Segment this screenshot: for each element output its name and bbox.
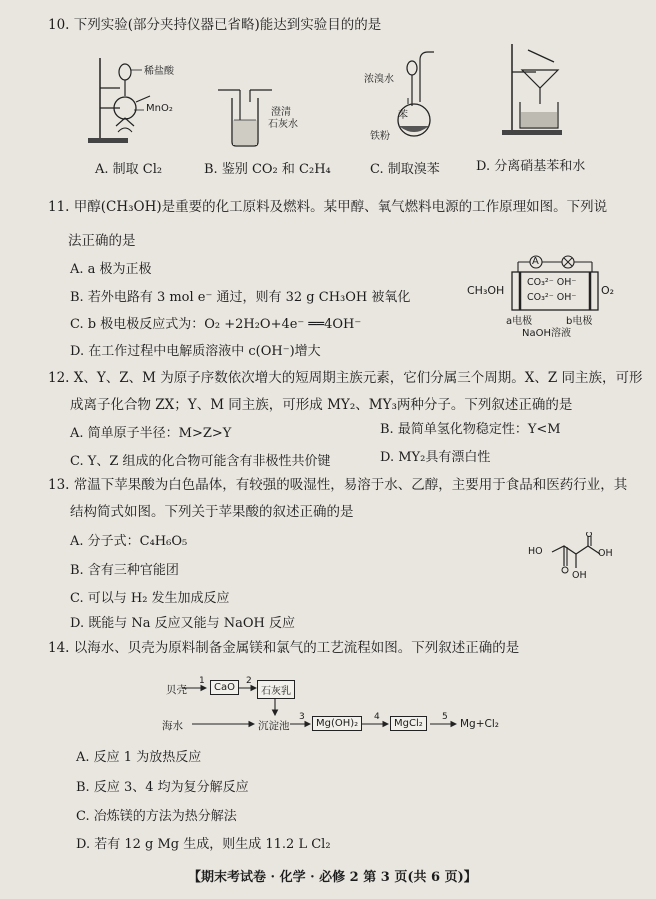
q13-option-a: A. 分子式：C₄H₆O₅ bbox=[70, 534, 188, 549]
page-footer: 【期末考试卷 · 化学 · 必修 2 第 3 页(共 6 页)】 bbox=[188, 870, 477, 885]
q11-right-input: O₂ bbox=[601, 284, 615, 297]
q11-left-input: CH₃OH bbox=[467, 284, 505, 297]
q12-stem-1: 12. X、Y、Z、M 为原子序数依次增大的短周期主族元素，它们分属三个周期。X、Z 同主族，可形 bbox=[48, 370, 643, 386]
q14-option-c: C. 冶炼镁的方法为热分解法 bbox=[76, 809, 237, 824]
q10-label-mno2: MnO₂ bbox=[146, 103, 173, 114]
q11-ions-1: CO₃²⁻ OH⁻ bbox=[527, 277, 577, 288]
q14-step-1: 1 bbox=[199, 676, 205, 686]
q11-electrode-b: b电极 bbox=[566, 316, 593, 327]
q13-structure-oh-right: OH bbox=[598, 548, 613, 559]
q14-mgcl2-box: MgCl₂ bbox=[390, 716, 427, 731]
q14-cao-box: CaO bbox=[210, 680, 239, 695]
q14-stem: 14. 以海水、贝壳为原料制备金属镁和氯气的工艺流程如图。下列叙述正确的是 bbox=[48, 640, 520, 656]
q11-electrolyte: NaOH溶液 bbox=[522, 328, 571, 339]
q13-option-b: B. 含有三种官能团 bbox=[70, 563, 179, 578]
q13-option-d: D. 既能与 Na 反应又能与 NaOH 反应 bbox=[70, 616, 295, 631]
q14-step-2: 2 bbox=[246, 676, 252, 686]
q10-label-clear: 澄清 bbox=[271, 107, 291, 118]
q11-option-a: A. a 极为正极 bbox=[70, 262, 152, 277]
q14-product: Mg+Cl₂ bbox=[460, 718, 499, 730]
q12-stem-2: 成离子化合物 ZX；Y、M 同主族，可形成 MY₂、MY₃两种分子。下列叙述正确的是 bbox=[70, 397, 573, 413]
q11-option-c: C. b 极电极反应式为：O₂ +2H₂O+4e⁻ ══4OH⁻ bbox=[70, 317, 362, 332]
q10-label-iron: 铁粉 bbox=[370, 131, 390, 142]
q12-option-b: B. 最简单氢化物稳定性：Y<M bbox=[380, 422, 561, 437]
q11-option-b: B. 若外电路有 3 mol e⁻ 通过，则有 32 g CH₃OH 被氧化 bbox=[70, 290, 411, 305]
q13-stem-1: 13. 常温下苹果酸为白色晶体，有较强的吸湿性，易溶于水、乙醇，主要用于食品和医药行业，其 bbox=[48, 477, 628, 493]
q14-option-a: A. 反应 1 为放热反应 bbox=[76, 750, 202, 765]
q14-step-4: 4 bbox=[374, 712, 380, 722]
q11-meter-label: A bbox=[532, 256, 539, 267]
q10-option-d: D. 分离硝基苯和水 bbox=[476, 159, 586, 174]
q13-structure-oh-bottom: OH bbox=[572, 570, 587, 581]
q10-apparatus-d bbox=[498, 40, 574, 140]
q10-label-bromine: 浓溴水 bbox=[364, 74, 394, 85]
q14-option-d: D. 若有 12 g Mg 生成，则生成 11.2 L Cl₂ bbox=[76, 837, 331, 852]
q14-mgoh2-box: Mg(OH)₂ bbox=[312, 716, 362, 731]
q10-option-a: A. 制取 Cl₂ bbox=[95, 162, 163, 177]
q12-option-d: D. MY₂具有漂白性 bbox=[380, 450, 491, 465]
q14-lime-milk-box: 石灰乳 bbox=[257, 680, 295, 699]
q11-stem-2: 法正确的是 bbox=[68, 233, 136, 249]
q10-label-hcl: 稀盐酸 bbox=[144, 66, 174, 77]
q10-apparatus-c bbox=[388, 48, 448, 144]
q13-stem-2: 结构简式如图。下列关于苹果酸的叙述正确的是 bbox=[70, 504, 354, 520]
q10-option-b: B. 鉴别 CO₂ 和 C₂H₄ bbox=[204, 162, 331, 177]
q14-option-b: B. 反应 3、4 均为复分解反应 bbox=[76, 780, 249, 795]
q14-step-5: 5 bbox=[442, 712, 448, 722]
q12-option-c: C. Y、Z 组成的化合物可能含有非极性共价键 bbox=[70, 454, 331, 469]
q12-option-a: A. 简单原子半径：M>Z>Y bbox=[70, 426, 232, 441]
q14-tank: 沉淀池 bbox=[258, 720, 290, 732]
q11-ions-2: CO₃²⁻ OH⁻ bbox=[527, 292, 577, 303]
q10-option-c: C. 制取溴苯 bbox=[370, 162, 440, 177]
q10-label-limewater: 石灰水 bbox=[268, 119, 298, 130]
q13-structure-ho: HO bbox=[528, 546, 543, 557]
q14-seawater: 海水 bbox=[162, 720, 183, 732]
q10-stem: 10. 下列实验(部分夹持仪器已省略)能达到实验目的的是 bbox=[48, 17, 382, 33]
q14-shell: 贝壳 bbox=[166, 684, 187, 696]
q13-option-c: C. 可以与 H₂ 发生加成反应 bbox=[70, 591, 230, 606]
q10-label-benzene: 苯 bbox=[398, 110, 408, 121]
q11-option-d: D. 在工作过程中电解质溶液中 c(OH⁻)增大 bbox=[70, 344, 321, 359]
q14-step-3: 3 bbox=[299, 712, 305, 722]
q11-electrode-a: a电极 bbox=[506, 316, 533, 327]
q11-stem-1: 11. 甲醇(CH₃OH)是重要的化工原料及燃料。某甲醇、氧气燃料电源的工作原理如图。下列说 bbox=[48, 199, 608, 215]
